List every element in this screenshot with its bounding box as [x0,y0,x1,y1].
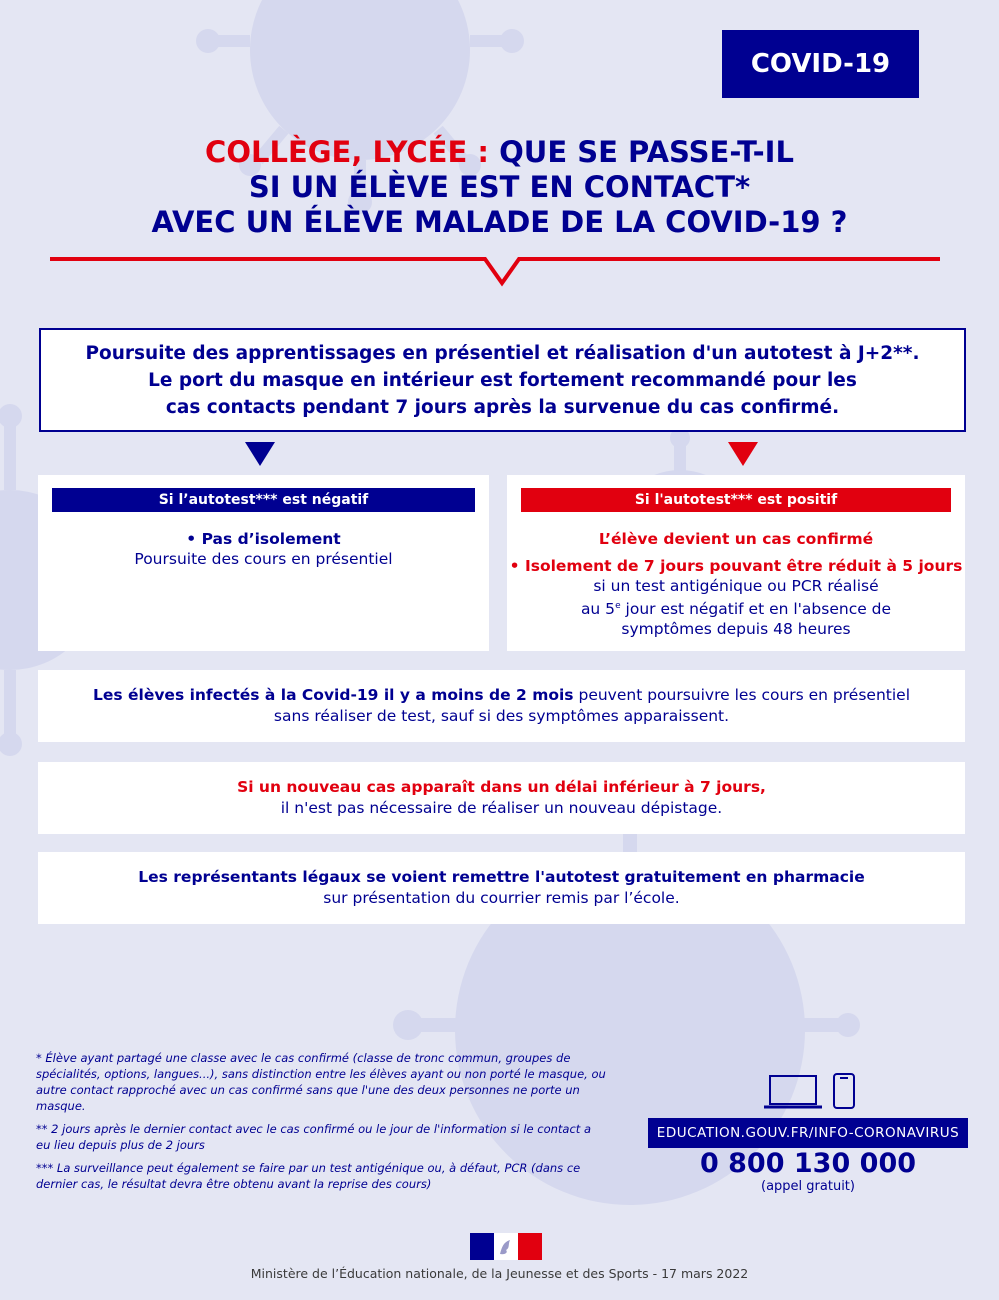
page-title [0,135,999,240]
info1-rest: peuvent poursuivre les cours en présentiel [573,686,911,704]
negative-card [38,475,489,651]
devices-icon [762,1072,862,1112]
info2-line-1: Si un nouveau cas apparaît dans un délai inférieur à 7 jours, [237,778,766,796]
phone-note: (appel gratuit) [761,1179,855,1194]
info1-line-2: sans réaliser de test, sauf si des symptômes apparaissent. [273,707,730,725]
positive-point: • Isolement de 7 jours pouvant être réduit à 5 jours [509,557,963,575]
info-box-pharmacy [38,852,965,924]
title-line-3: AVEC UN ÉLÈVE MALADE DE LA COVID-19 ? [151,205,848,239]
marianne-logo [470,1233,542,1260]
info-box-new-case [38,762,965,834]
laptop-icon [764,1076,822,1107]
title-red-part: COLLÈGE, LYCÉE : [205,135,490,169]
footer-ministry: Ministère de l’Éducation nationale, de la Jeunesse et des Sports - 17 mars 2022 [250,1266,749,1281]
positive-detail-3: symptômes depuis 48 heures [621,620,851,639]
info-box-recently-infected [38,670,965,742]
info3-line-2: sur présentation du courrier remis par l’école. [323,889,680,907]
footnote-3: *** La surveillance peut également se faire par un test antigénique ou, à défaut, PCR (dans ce dernier cas, le résultat devra être obtenu avant la reprise des cours) [36,1161,581,1191]
intro-box [39,328,966,432]
info1-bold: Les élèves infectés à la Covid-19 il y a moins de 2 mois [92,686,574,704]
title-line-2: SI UN ÉLÈVE EST EN CONTACT* [248,170,751,204]
footnote-2: ** 2 jours après le dernier contact avec le cas confirmé ou le jour de l'information si le contact a eu lieu depuis plus de 2 jours [36,1122,591,1152]
negative-detail: Poursuite des cours en présentiel [134,550,393,568]
title-blue-part: QUE SE PASSE-T-IL [489,135,794,169]
info-url-link[interactable]: EDUCATION.GOUV.FR/INFO-CORONAVIRUS [648,1118,968,1148]
info2-line-2: il n'est pas nécessaire de réaliser un nouveau dépistage. [280,799,723,817]
intro-line-3: cas contacts pendant 7 jours après la survenue du cas confirmé. [165,396,840,418]
positive-card [507,475,965,651]
covid-badge: COVID-19 [722,30,919,98]
arrow-down-blue-icon [245,442,275,466]
title-divider [50,255,940,289]
intro-line-1: Poursuite des apprentissages en présentiel et réalisation d'un autotest à J+2**. [85,342,920,364]
negative-point: • Pas d’isolement [186,530,341,548]
phone-number[interactable]: 0 800 130 000 [699,1148,917,1179]
positive-card-header: Si l'autotest*** est positif [521,488,951,512]
positive-status: L’élève devient un cas confirmé [598,530,874,548]
negative-card-header: Si l’autotest*** est négatif [52,488,475,512]
intro-line-2: Le port du masque en intérieur est fortement recommandé pour les [148,369,857,391]
positive-detail-2: au 5e jour est négatif et en l'absence de [580,600,892,619]
info3-line-1: Les représentants légaux se voient remettre l'autotest gratuitement en pharmacie [138,868,865,886]
positive-detail-1: si un test antigénique ou PCR réalisé [593,577,879,595]
footnote-1: * Élève ayant partagé une classe avec le cas confirmé (classe de tronc commun, groupes de spécialités, options, langues...), sans distinction entre les élèves ayant ou non porté le masque, ou autre contact rapproché avec un cas confirmé sans que l'une des deux personnes ne porte un masque. [36,1051,606,1113]
footnotes [36,1050,606,1199]
arrow-down-red-icon [728,442,758,466]
smartphone-icon [834,1074,854,1108]
